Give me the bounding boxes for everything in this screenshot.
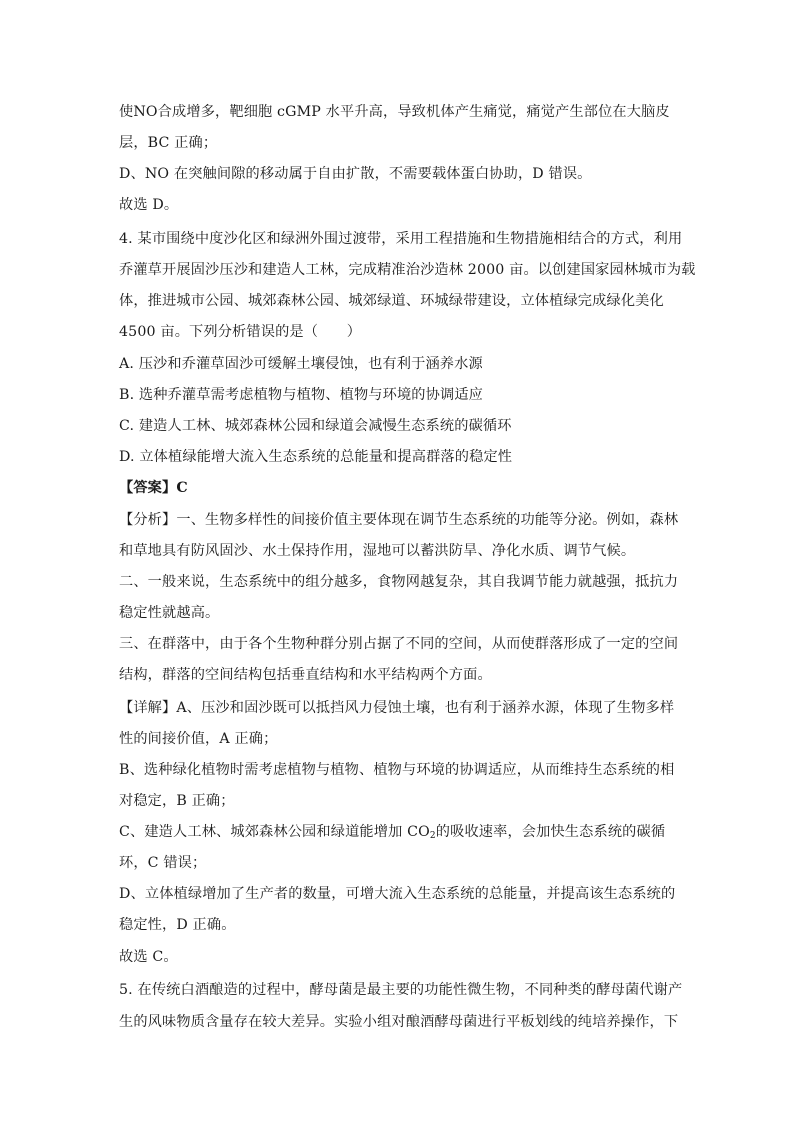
text-line: 结构，群落的空间结构包括垂直结构和水平结构两个方面。: [119, 667, 492, 683]
text-line: 环，C 错误；: [119, 855, 207, 871]
text-line: D、立体植绿增加了生产者的数量，可增大流入生态系统的总能量，并提高该生态系统的: [119, 886, 676, 902]
text-line: 二、一般来说，生态系统中的组分越多，食物网越复杂，其自我调节能力就越强，抵抗力: [119, 574, 679, 590]
question-4-stem: 4. 某市围绕中度沙化区和绿洲外围过渡带，采用工程措施和生物措施相结合的方式，利用: [119, 231, 683, 247]
option-b: B. 选种乔灌草需考虑植物与植物、植物与环境的协调适应: [119, 387, 483, 403]
text-line: 三、在群落中，由于各个生物种群分别占据了不同的空间，从而使群落形成了一定的空间: [119, 636, 679, 652]
subscript: 2: [429, 831, 436, 841]
text-line: B、选种绿化植物时需考虑植物与植物、植物与环境的协调适应，从而维持生态系统的相: [119, 762, 675, 778]
text-line: 和草地具有防风固沙、水土保持作用，湿地可以蓄洪防旱、净化水质、调节气候。: [119, 543, 636, 559]
option-c: C. 建造人工林、城郊森林公园和绿道会减慢生态系统的碳循环: [119, 418, 512, 434]
text-segment: 的吸收速率，会加快生态系统的碳循: [435, 824, 666, 840]
text-line: 乔灌草开展固沙压沙和建造人工林，完成精准治沙造林 2000 亩。以创建国家园林城市为载: [119, 262, 696, 278]
text-line: 对稳定，B 正确；: [119, 793, 235, 809]
option-d: D. 立体植绿能增大流入生态系统的总能量和提高群落的稳定性: [119, 449, 513, 465]
analysis-line: 【分析】一、生物多样性的间接价值主要体现在调节生态系统的功能等分泌。例如，森林: [119, 512, 679, 528]
text-line: 使NO合成增多，靶细胞 cGMP 水平升高，导致机体产生痛觉，痛觉产生部位在大脑皮: [119, 104, 670, 120]
text-line: D、NO 在突触间隙的移动属于自由扩散，不需要载体蛋白协助，D 错误。: [119, 166, 592, 182]
answer-label: 【答案】C: [119, 480, 188, 496]
text-line: 层，BC 正确；: [119, 135, 218, 151]
text-segment: C、建造人工林、城郊森林公园和绿道能增加 CO: [119, 824, 430, 840]
text-line: 稳定性，D 正确。: [119, 917, 236, 933]
question-5-stem: 5. 在传统白酒酿造的过程中，酵母菌是最主要的功能性微生物，不同种类的酵母菌代谢产: [119, 982, 683, 998]
text-line-co2: [119, 822, 679, 842]
text-line: 性的间接价值，A 正确；: [119, 731, 278, 747]
explanation-line: 【详解】A、压沙和固沙既可以抵挡风力侵蚀土壤，也有利于涵养水源，体现了生物多样: [119, 700, 675, 716]
text-line: 故选 C。: [119, 949, 178, 965]
option-a: A. 压沙和乔灌草固沙可缓解土壤侵蚀，也有利于涵养水源: [119, 356, 483, 372]
text-line: 生的风味物质含量存在较大差异。实验小组对酿酒酵母菌进行平板划线的纯培养操作，下: [119, 1014, 679, 1030]
text-line: 稳定性就越高。: [119, 605, 220, 621]
text-line: 故选 D。: [119, 197, 179, 213]
text-line: 体，推进城市公园、城郊森林公园、城郊绿道、环城绿带建设，立体植绿完成绿化美化: [119, 293, 664, 309]
text-line: 4500 亩。下列分析错误的是（ ）: [119, 324, 362, 340]
